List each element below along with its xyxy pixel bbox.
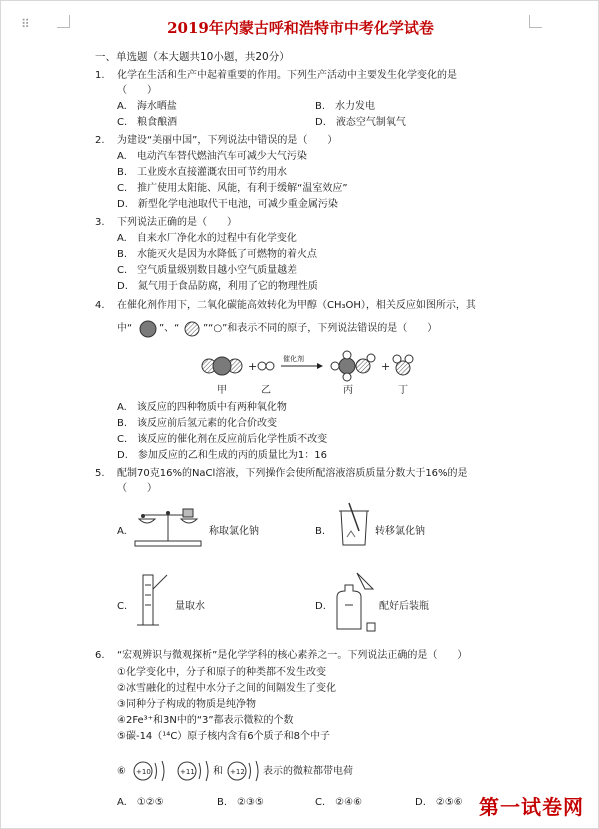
q3-option-a: A. 自来水厂净化水的过程中有化学变化 bbox=[117, 233, 297, 244]
measuring-cylinder-icon bbox=[133, 569, 173, 629]
q5-option-d-letter: D. bbox=[315, 601, 326, 612]
hatched-atom-icon bbox=[181, 319, 203, 339]
ion-2-charge: +11 bbox=[180, 768, 195, 776]
q5-option-a-label: 称取氯化钠 bbox=[209, 526, 259, 537]
ion-3-charge: +12 bbox=[230, 768, 245, 776]
q6-option-a: A. ①②⑤ bbox=[117, 797, 164, 808]
molecule-ding bbox=[393, 355, 413, 375]
q5-option-c-label: 量取水 bbox=[175, 601, 205, 612]
beaker-transfer-icon bbox=[335, 501, 371, 549]
q3-option-c: C. 空气质量级别数目越小空气质量越差 bbox=[117, 265, 298, 276]
q2-option-a: A. 电动汽车替代燃油汽车可减少大气污染 bbox=[117, 151, 307, 162]
balance-scale-icon bbox=[131, 501, 205, 549]
q3-option-d: D. 氮气用于食品防腐，利用了它的物理性质 bbox=[117, 281, 318, 292]
q6-option-b: B. ②③⑤ bbox=[217, 797, 264, 808]
q6-number: 6. bbox=[95, 650, 105, 661]
molecule-yi bbox=[258, 362, 274, 370]
q1-number: 1. bbox=[95, 70, 105, 81]
q4-option-a: A. 该反应的四种物质中有两种氧化物 bbox=[117, 402, 287, 413]
q6-statement-6-tail: 表示的微粒都带电荷 bbox=[263, 766, 353, 777]
q1-option-a: A. 海水晒盐 bbox=[117, 101, 177, 112]
q6-stem: “宏观辨识与微观探析”是化学学科的核心素养之一。下列说法正确的是（ ） bbox=[117, 650, 468, 661]
reaction-diagram bbox=[197, 349, 447, 397]
label-bing: 丙 bbox=[343, 385, 353, 396]
q1-option-c: C. 粮食酿酒 bbox=[117, 117, 178, 128]
q1-stem: 化学在生活和生产中起着重要的作用。下列生产活动中主要发生化学变化的是 bbox=[117, 70, 457, 81]
ion-1-charge: +10 bbox=[136, 768, 151, 776]
q4-option-b: B. 该反应前后氢元素的化合价改变 bbox=[117, 418, 278, 429]
ion-diagram-1 bbox=[129, 757, 169, 785]
q6-statement-6-mark: ⑥ bbox=[117, 766, 126, 777]
q4-option-d: D. 参加反应的乙和生成的丙的质量比为1：16 bbox=[117, 450, 327, 461]
label-jia: 甲 bbox=[217, 385, 227, 396]
q4-stem-line2b: ”、“ bbox=[159, 323, 180, 334]
label-ding: 丁 bbox=[398, 385, 408, 396]
q4-stem-line2a: 中“ bbox=[117, 323, 133, 334]
q4-number: 4. bbox=[95, 300, 105, 311]
q4-option-c: C. 该反应的催化剂在反应前后化学性质不改变 bbox=[117, 434, 328, 445]
q4-stem-line2c: ”“○”和表示不同的原子，下列说法错误的是（ ） bbox=[203, 323, 438, 334]
q1-option-d: D. 液态空气制氧气 bbox=[315, 117, 406, 128]
svg-text:+: + bbox=[381, 360, 391, 373]
molecule-bing bbox=[331, 351, 375, 381]
q5-option-d-label: 配好后装瓶 bbox=[379, 601, 429, 612]
ion-diagram-2 bbox=[173, 757, 213, 785]
q2-number: 2. bbox=[95, 135, 105, 146]
q3-number: 3. bbox=[95, 217, 105, 228]
q3-stem: 下列说法正确的是（ ） bbox=[117, 217, 237, 228]
q2-stem: 为建设“美丽中国”，下列说法中错误的是（ ） bbox=[117, 135, 338, 146]
q5-option-c-letter: C. bbox=[117, 601, 128, 612]
q5-stem: 配制70克16%的NaCl溶液，下列操作会使所配溶液溶质质量分数大于16%的是 bbox=[117, 468, 468, 479]
q5-option-b-letter: B. bbox=[315, 526, 326, 537]
section-heading: 一、单选题（本大题共10小题，共20分） bbox=[95, 51, 290, 63]
svg-text:+: + bbox=[248, 360, 258, 373]
molecule-jia bbox=[202, 357, 242, 375]
q1-option-b: B. 水力发电 bbox=[315, 101, 376, 112]
q6-statement-5: ⑤碳-14（¹⁴C）原子核内含有6个质子和8个中子 bbox=[117, 731, 331, 742]
q6-option-d: D. ②⑤⑥ bbox=[415, 797, 463, 808]
q2-option-b: B. 工业废水直接灌溉农田可节约用水 bbox=[117, 167, 288, 178]
q5-option-a-letter: A. bbox=[117, 526, 127, 537]
reagent-bottle-icon bbox=[331, 571, 379, 633]
q3-option-b: B. 水能灭火是因为水降低了可燃物的着火点 bbox=[117, 249, 318, 260]
q6-statement-2: ②冰雪融化的过程中水分子之间的间隔发生了变化 bbox=[117, 683, 336, 694]
q6-statement-3: ③同种分子构成的物质是纯净物 bbox=[117, 699, 256, 710]
q6-statement-1: ①化学变化中，分子和原子的种类都不发生改变 bbox=[117, 667, 326, 678]
q6-statement-6-and: 和 bbox=[213, 766, 223, 777]
q2-option-c: C. 推广使用太阳能、风能，有利于缓解“温室效应” bbox=[117, 183, 348, 194]
q5-number: 5. bbox=[95, 468, 105, 479]
page-title: 2019年内蒙古呼和浩特市中考化学试卷 bbox=[167, 19, 434, 37]
q2-option-d: D. 新型化学电池取代干电池，可减少重金属污染 bbox=[117, 199, 338, 210]
q1-paren: （ ） bbox=[117, 85, 157, 96]
q5-paren: （ ） bbox=[117, 483, 157, 494]
q4-stem-line1: 在催化剂作用下，二氧化碳能高效转化为甲醇（CH₃OH），相关反应如图所示，其 bbox=[117, 300, 476, 311]
dark-atom-icon bbox=[137, 319, 159, 339]
q6-statement-4: ④2Fe³⁺和3N中的“3”都表示微粒的个数 bbox=[117, 715, 294, 726]
drag-handle-icon[interactable]: ⠿ bbox=[21, 17, 32, 31]
q6-option-c: C. ②④⑥ bbox=[315, 797, 363, 808]
catalyst-label: 催化剂 bbox=[283, 355, 304, 363]
label-yi: 乙 bbox=[261, 385, 271, 396]
ion-diagram-3 bbox=[223, 757, 263, 785]
q5-option-b-label: 转移氯化钠 bbox=[375, 526, 425, 537]
brand-logo: 第一试卷网 bbox=[479, 795, 584, 819]
